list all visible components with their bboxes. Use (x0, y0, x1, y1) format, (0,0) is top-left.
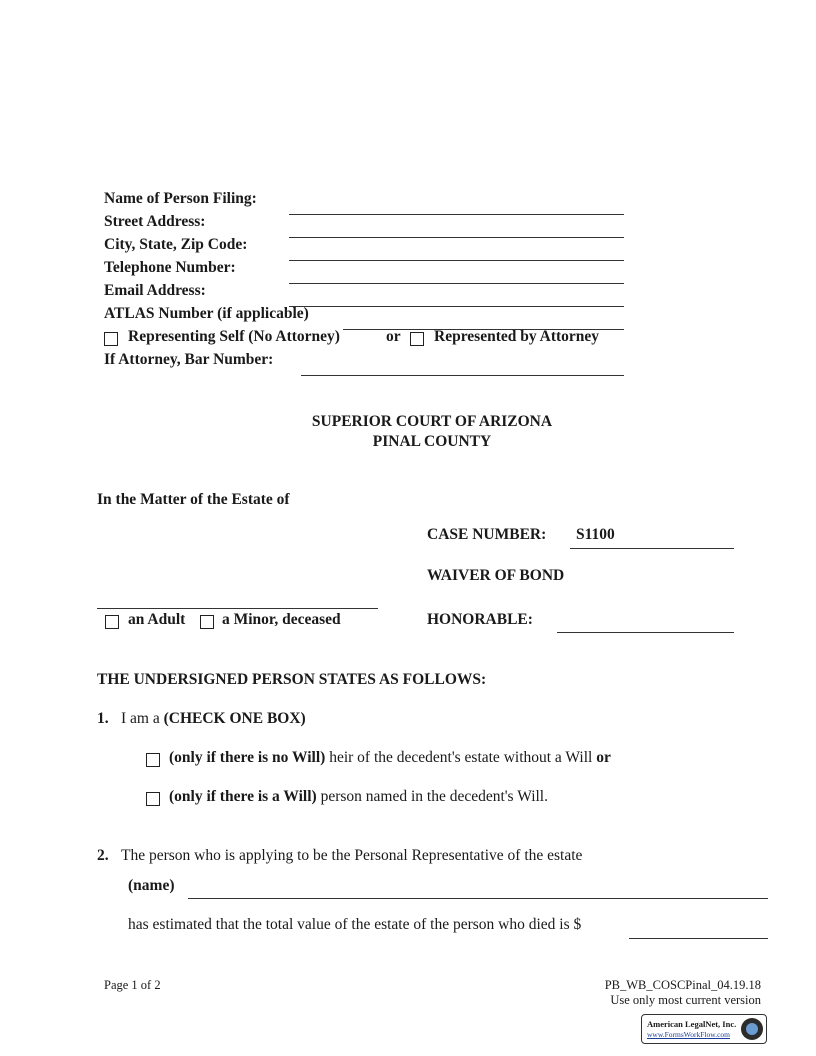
honorable-label: HONORABLE: (427, 611, 533, 628)
court-name: SUPERIOR COURT OF ARIZONA (311, 413, 553, 430)
page-number: Page 1 of 2 (104, 978, 161, 992)
bar-number-field-line[interactable] (301, 375, 624, 376)
atlas-number-label: ATLAS Number (if applicable) (104, 305, 309, 322)
named-in-will-checkbox[interactable] (146, 792, 160, 806)
represented-by-attorney-label: Represented by Attorney (434, 328, 600, 345)
email-label: Email Address: (104, 282, 206, 299)
document-title: WAIVER OF BOND (427, 567, 565, 584)
street-address-label: Street Address: (104, 213, 206, 230)
name-field-line[interactable] (289, 214, 624, 215)
version-note: Use only most current version (610, 993, 761, 1007)
logo-company-name: American LegalNet, Inc. (647, 1019, 737, 1029)
logo-website-link[interactable]: www.FormsWorkFlow.com (647, 1030, 731, 1039)
city-state-zip-label: City, State, Zip Code: (104, 236, 248, 253)
decedent-name-field-line[interactable] (97, 608, 378, 609)
globe-icon (741, 1018, 763, 1040)
representative-name-field-line[interactable] (188, 898, 768, 899)
representative-name-label: (name) (128, 877, 175, 894)
telephone-field-line[interactable] (289, 283, 624, 284)
item-1-text: I am a (CHECK ONE BOX) (121, 710, 306, 727)
county-name: PINAL COUNTY (372, 433, 492, 450)
email-field-line[interactable] (289, 306, 624, 307)
case-number-field-line (570, 548, 734, 549)
adult-label: an Adult (128, 611, 186, 628)
or-label: or (386, 328, 401, 345)
matter-of-estate-label: In the Matter of the Estate of (97, 491, 290, 508)
minor-checkbox[interactable] (200, 615, 214, 629)
item-1-number: 1. (97, 710, 109, 727)
adult-checkbox[interactable] (105, 615, 119, 629)
no-will-heir-label: (only if there is no Will) heir of the decedent's estate without a Will or (169, 749, 611, 766)
minor-label: a Minor, deceased (222, 611, 341, 628)
name-of-person-filing-label: Name of Person Filing: (104, 190, 257, 207)
section-heading: THE UNDERSIGNED PERSON STATES AS FOLLOWS: (97, 671, 487, 688)
estate-value-text: has estimated that the total value of the estate of the person who died is $ (128, 916, 582, 933)
named-in-will-label: (only if there is a Will) person named in the decedent's Will. (169, 788, 548, 805)
honorable-field-line[interactable] (557, 632, 734, 633)
city-field-line[interactable] (289, 260, 624, 261)
case-number-label: CASE NUMBER: (427, 526, 547, 543)
telephone-label: Telephone Number: (104, 259, 236, 276)
bar-number-label: If Attorney, Bar Number: (104, 351, 274, 368)
street-field-line[interactable] (289, 237, 624, 238)
estate-value-field-line[interactable] (629, 938, 768, 939)
represented-by-attorney-checkbox[interactable] (410, 332, 424, 346)
case-number-value[interactable]: S1100 (576, 526, 615, 543)
item-2-text: The person who is applying to be the Personal Representative of the estate (121, 847, 583, 864)
item-2-number: 2. (97, 847, 109, 864)
form-code: PB_WB_COSCPinal_04.19.18 (604, 978, 761, 992)
no-will-heir-checkbox[interactable] (146, 753, 160, 767)
representing-self-checkbox[interactable] (104, 332, 118, 346)
representing-self-label: Representing Self (No Attorney) (128, 328, 340, 345)
american-legalnet-logo[interactable] (641, 1014, 767, 1044)
